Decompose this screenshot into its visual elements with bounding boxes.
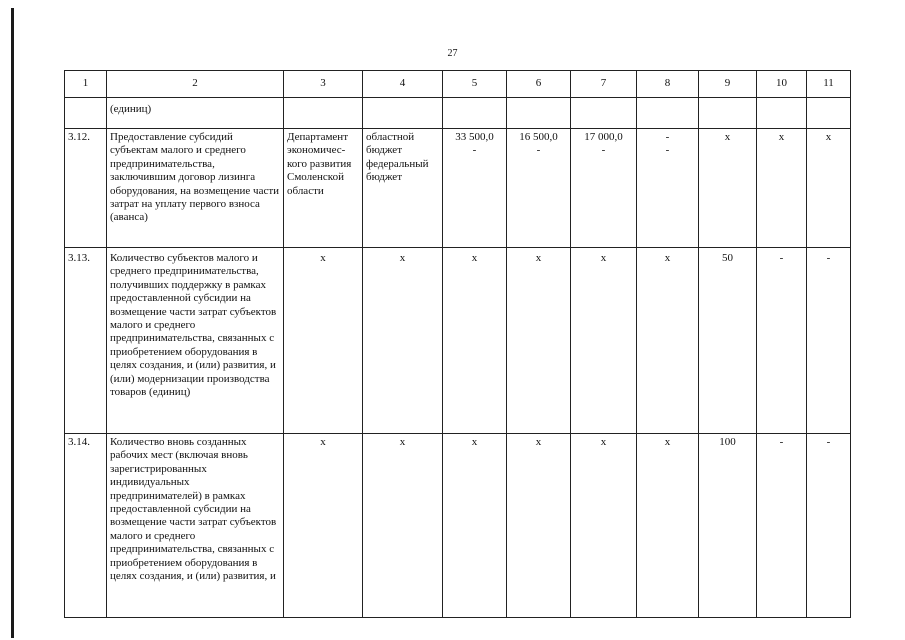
value-federal: - (536, 144, 541, 157)
table-row-3-14 (65, 434, 851, 618)
table-cell (699, 98, 757, 129)
table-cell (757, 98, 807, 129)
row-number: 3.13. (65, 248, 107, 434)
table-cell (571, 98, 637, 129)
value-cell-10: - (757, 434, 807, 618)
row-description (107, 248, 284, 434)
header-cell-5: 5 (443, 71, 507, 98)
table-cell (807, 98, 851, 129)
table-row-continuation (65, 98, 851, 129)
value-cell-11: - (807, 434, 851, 618)
funding-source-regional: областной бюджет (366, 131, 415, 157)
value-regional: 16 500,0 (519, 131, 558, 143)
value-cell-5 (443, 129, 507, 248)
value-cell-8: x (637, 434, 699, 618)
value-cell-9: x (699, 129, 757, 248)
funding-source-federal: федеральный бюджет (366, 157, 429, 184)
table-cell (363, 98, 443, 129)
table-cell (637, 98, 699, 129)
value-cell-7: x (571, 434, 637, 618)
continuation-unit: (единиц) (107, 98, 284, 129)
value-cell-5: x (443, 248, 507, 434)
value-cell-4: x (363, 434, 443, 618)
table-cell (284, 98, 363, 129)
header-cell-7: 7 (571, 71, 637, 98)
value-cell-5: x (443, 434, 507, 618)
value-cell-7: x (571, 248, 637, 434)
header-cell-3: 3 (284, 71, 363, 98)
row-description-text: Количество субъектов малого и среднего предпринимательства, получивших поддержку в рамках предоставленной субсидии на возмещение части затрат субъектов малого и среднего предпринимательства, связанных с приобретением оборудования в целях создания, и (или) развития, и (или) модернизации производства товаров (единиц) (110, 252, 277, 399)
value-cell-10: - (757, 248, 807, 434)
header-cell-10: 10 (757, 71, 807, 98)
row-number: 3.12. (65, 129, 107, 248)
value-cell-7 (571, 129, 637, 248)
header-cell-8: 8 (637, 71, 699, 98)
value-cell-8 (637, 129, 699, 248)
executor-text: Департамент экономичес-кого развития Смоленской области (287, 131, 352, 197)
value-cell-10: x (757, 129, 807, 248)
funding-source-cell (363, 129, 443, 248)
row-description-text: Количество вновь созданных рабочих мест (включая вновь зарегистрированных индивидуальных предпринимателей) в рамках предоставленной субсидии на возмещение части затрат субъектов малого и среднего предпринимательства, связанных с приобретением оборудования в целях создания, и (или) развития, и (110, 436, 277, 583)
value-federal: - (665, 144, 670, 157)
row-description (107, 129, 284, 248)
value-cell-11: - (807, 248, 851, 434)
table-header-row (65, 71, 851, 98)
executor-cell (284, 129, 363, 248)
value-cell-4: x (363, 248, 443, 434)
header-cell-9: 9 (699, 71, 757, 98)
value-cell-6 (507, 129, 571, 248)
table-row-3-12 (65, 129, 851, 248)
row-description-text: Предоставление субсидий субъектам малого и среднего предпринимательства, заключившим договор лизинга оборудования, на возмещение части затрат на уплату первого взноса (аванса) (110, 131, 280, 224)
value-regional: 17 000,0 (584, 131, 623, 143)
page-number: 27 (447, 48, 458, 59)
value-regional: - (665, 131, 670, 143)
value-cell-11: x (807, 129, 851, 248)
value-cell-3: x (284, 248, 363, 434)
table-cell (443, 98, 507, 129)
row-number: 3.14. (65, 434, 107, 618)
value-cell-3: x (284, 434, 363, 618)
table-row-3-13 (65, 248, 851, 434)
program-table (64, 70, 851, 618)
value-cell-6: x (507, 248, 571, 434)
value-cell-9: 50 (699, 248, 757, 434)
page-left-edge (11, 8, 14, 638)
value-cell-6: x (507, 434, 571, 618)
value-federal: - (601, 144, 606, 157)
header-cell-6: 6 (507, 71, 571, 98)
table-cell (507, 98, 571, 129)
header-cell-2: 2 (107, 71, 284, 98)
value-cell-8: x (637, 248, 699, 434)
value-cell-9: 100 (699, 434, 757, 618)
row-description (107, 434, 284, 618)
header-cell-1: 1 (65, 71, 107, 98)
header-cell-4: 4 (363, 71, 443, 98)
value-regional: 33 500,0 (455, 131, 494, 143)
value-federal: - (472, 144, 477, 157)
table-cell (65, 98, 107, 129)
header-cell-11: 11 (807, 71, 851, 98)
